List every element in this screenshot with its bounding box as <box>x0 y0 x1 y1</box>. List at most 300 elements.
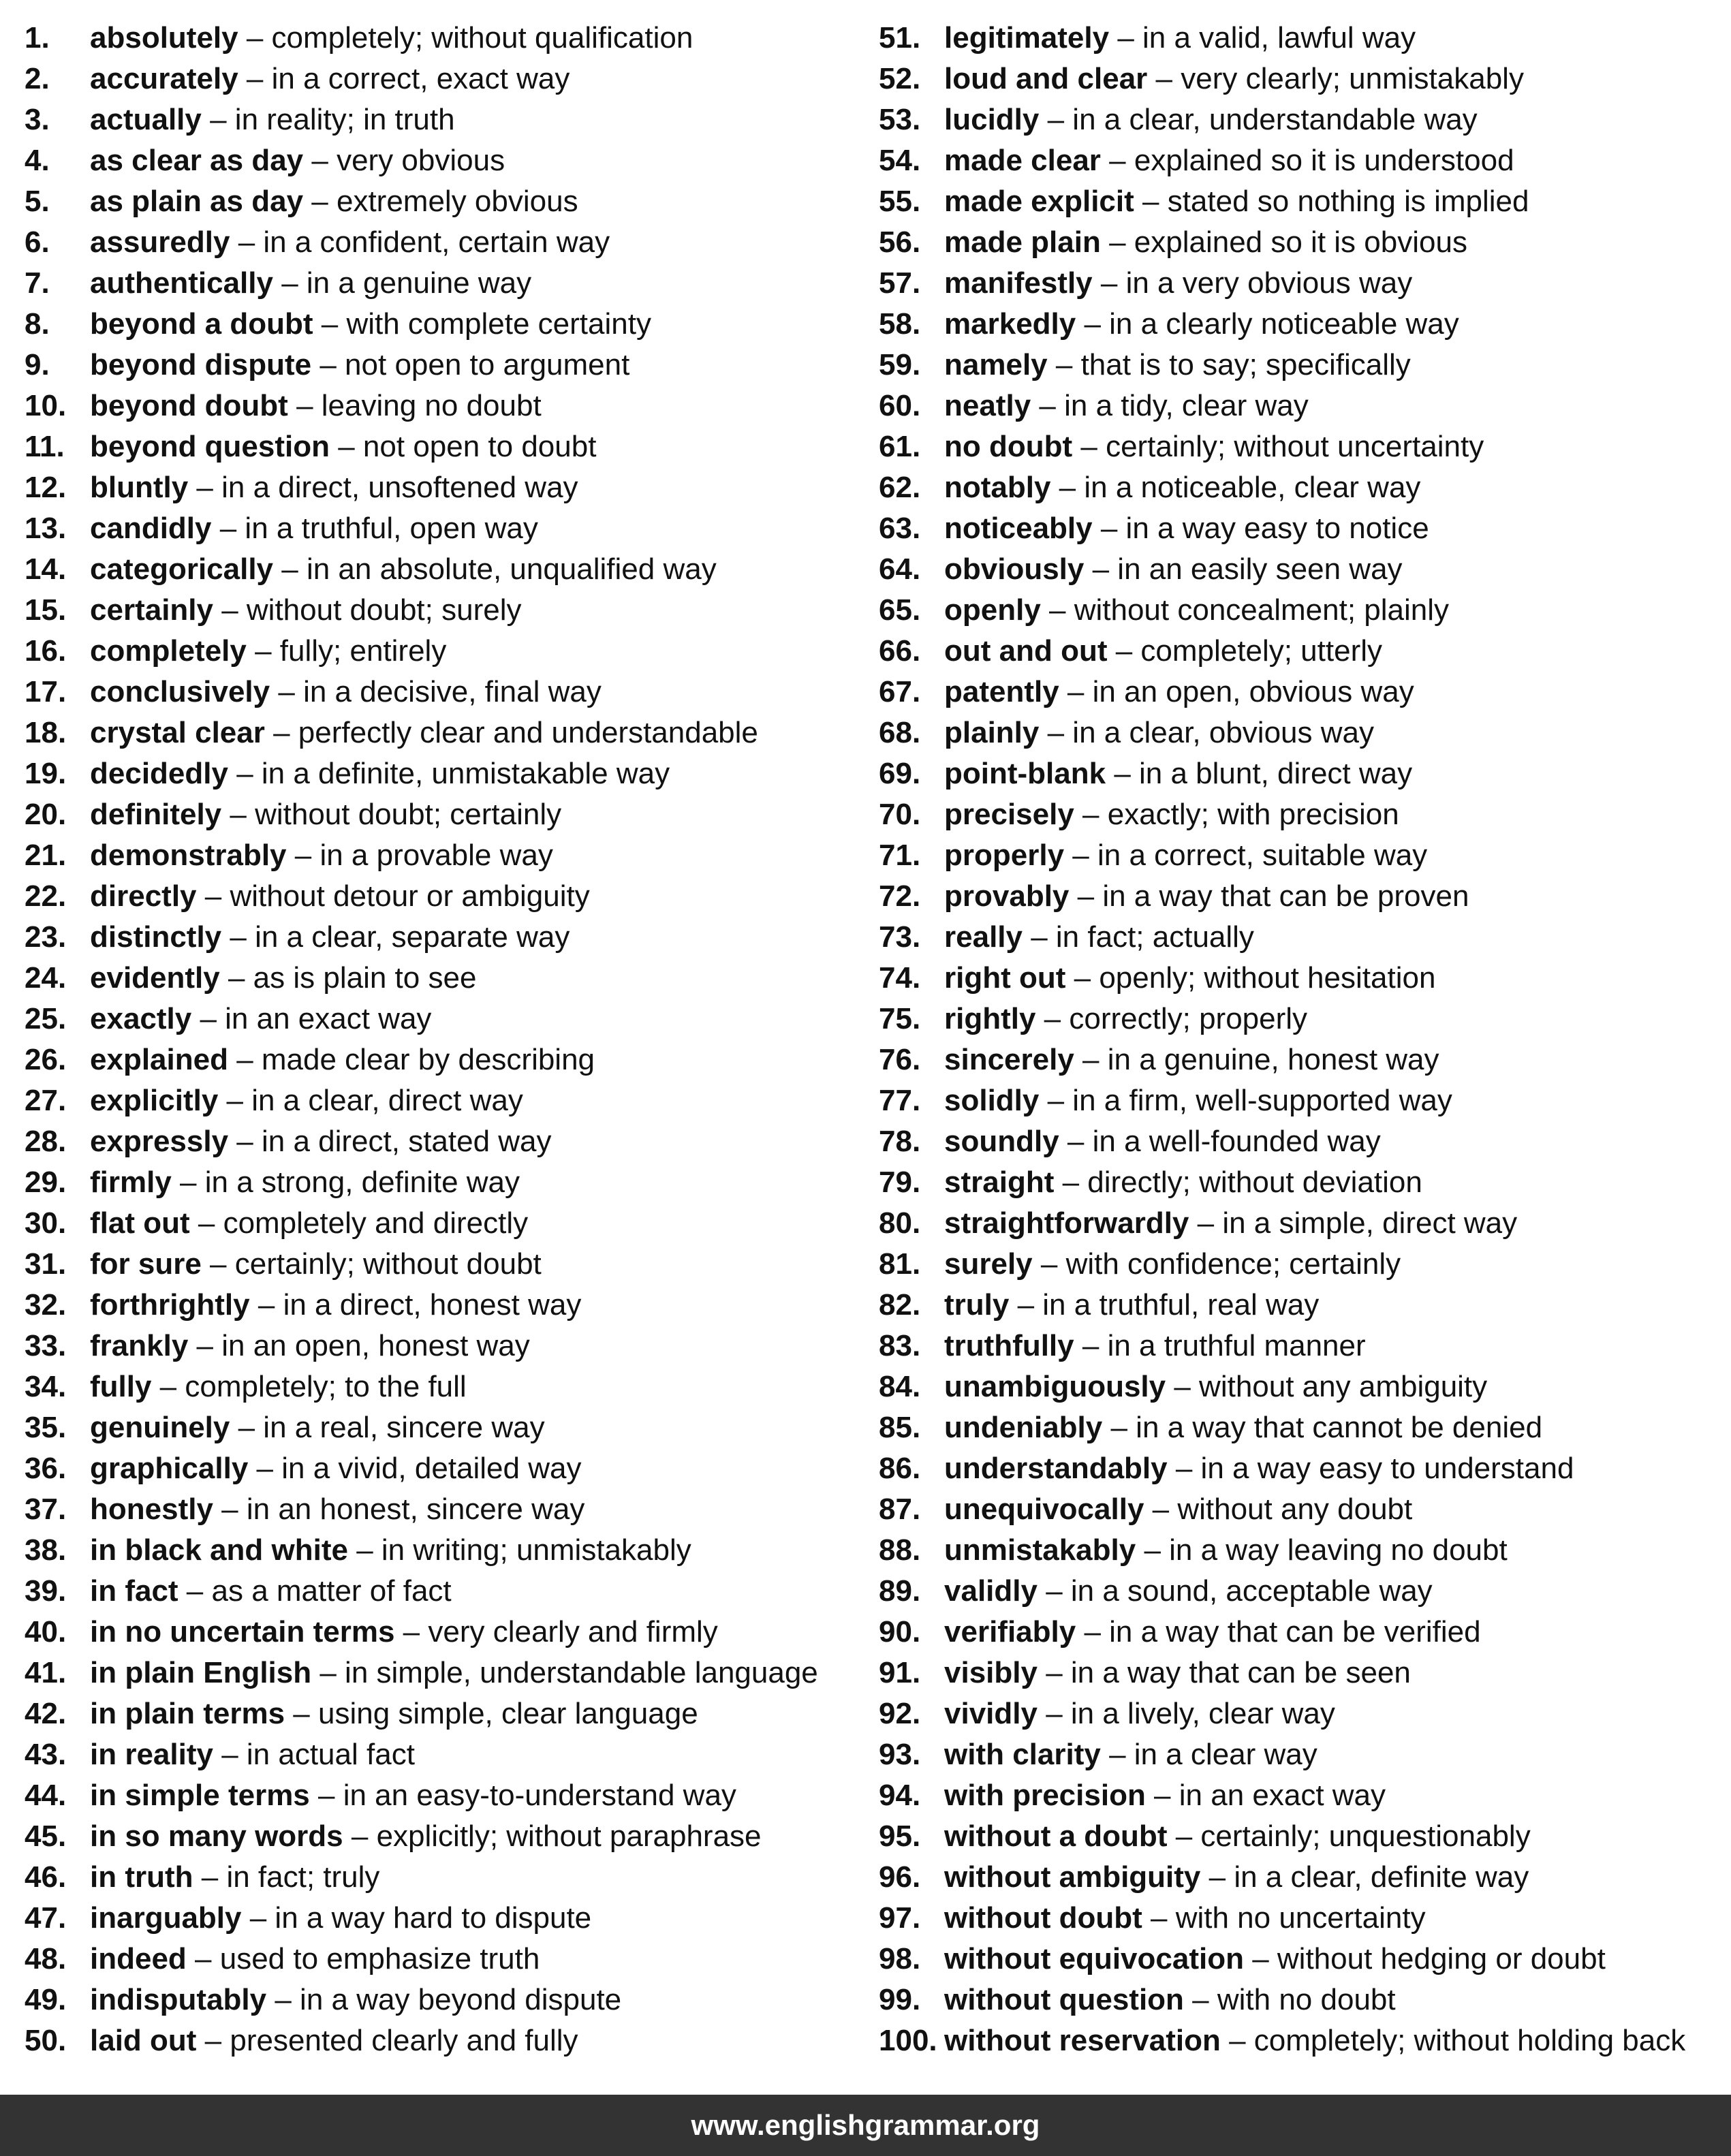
list-item <box>879 99 1730 140</box>
item-number: 69. <box>879 757 921 790</box>
list-item <box>879 1734 1730 1775</box>
item-definition: with confidence; certainly <box>1065 1247 1401 1281</box>
list-item <box>879 18 1730 59</box>
item-separator: – <box>1084 552 1118 586</box>
list-item <box>879 1653 1730 1693</box>
item-definition: not open to doubt <box>362 430 597 463</box>
item-separator: – <box>347 1533 381 1567</box>
footer-bar <box>0 2095 1731 2156</box>
item-number: 21. <box>25 839 67 872</box>
item-number: 34. <box>25 1370 67 1403</box>
item-number: 12. <box>25 471 67 504</box>
item-word: in plain English <box>90 1656 312 1689</box>
list-item <box>25 140 876 181</box>
list-item <box>25 222 876 263</box>
item-number: 51. <box>879 21 921 54</box>
list-item <box>879 1366 1730 1407</box>
item-number: 95. <box>879 1819 921 1853</box>
list-item <box>879 713 1730 753</box>
item-number: 59. <box>879 348 921 381</box>
item-separator: – <box>178 1574 212 1608</box>
item-separator: – <box>1147 62 1181 95</box>
item-word: candidly <box>90 512 212 545</box>
item-separator: – <box>1039 1084 1073 1117</box>
item-definition: in a well-founded way <box>1092 1125 1381 1158</box>
list-item <box>25 1080 876 1121</box>
list-item <box>25 794 876 835</box>
item-definition: in an open, obvious way <box>1092 675 1414 708</box>
list-item <box>25 876 876 917</box>
item-number: 14. <box>25 552 67 586</box>
item-definition: in an exact way <box>225 1002 432 1035</box>
item-separator: – <box>1040 593 1074 627</box>
item-word: without reservation <box>944 2024 1221 2057</box>
list-item <box>879 1040 1730 1080</box>
item-separator: – <box>1200 1860 1234 1894</box>
item-definition: completely; without qualification <box>271 21 693 54</box>
left-column <box>25 18 876 2061</box>
item-number: 30. <box>25 1206 67 1240</box>
list-item <box>25 1980 876 2020</box>
item-definition: explained so it is obvious <box>1134 225 1467 259</box>
item-definition: in a lively, clear way <box>1070 1697 1335 1730</box>
item-word: rightly <box>944 1002 1036 1035</box>
item-number: 66. <box>879 634 921 668</box>
list-item <box>25 181 876 222</box>
item-number: 87. <box>879 1493 921 1526</box>
item-definition: as is plain to see <box>253 961 477 995</box>
item-number: 31. <box>25 1247 67 1281</box>
item-number: 20. <box>25 798 67 831</box>
list-item <box>879 345 1730 386</box>
item-separator: – <box>1092 512 1126 545</box>
item-number: 83. <box>879 1329 921 1362</box>
item-word: distinctly <box>90 920 222 954</box>
item-number: 53. <box>879 103 921 136</box>
item-number: 16. <box>25 634 67 668</box>
item-word: decidedly <box>90 757 228 790</box>
item-word: obviously <box>944 552 1085 586</box>
item-word: properly <box>944 839 1065 872</box>
item-definition: in a clear, separate way <box>255 920 570 954</box>
item-definition: without hedging or doubt <box>1277 1942 1606 1975</box>
list-item <box>879 2020 1730 2061</box>
list-item <box>879 1448 1730 1489</box>
item-separator: – <box>1109 21 1143 54</box>
item-definition: using simple, clear language <box>318 1697 698 1730</box>
item-word: understandably <box>944 1452 1168 1485</box>
item-number: 40. <box>25 1615 67 1649</box>
item-separator: – <box>218 1084 252 1117</box>
item-separator: – <box>221 920 255 954</box>
item-separator: – <box>228 757 262 790</box>
item-number: 82. <box>879 1288 921 1322</box>
item-number: 55. <box>879 185 921 218</box>
item-definition: in a way easy to understand <box>1200 1452 1574 1485</box>
item-separator: – <box>1059 675 1093 708</box>
item-definition: very clearly and firmly <box>428 1615 718 1649</box>
item-number: 78. <box>879 1125 921 1158</box>
item-separator: – <box>188 471 222 504</box>
list-item <box>25 1530 876 1571</box>
item-word: completely <box>90 634 247 668</box>
item-word: noticeably <box>944 512 1093 545</box>
list-item <box>25 508 876 549</box>
item-definition: in an easily seen way <box>1117 552 1403 586</box>
item-word: lucidly <box>944 103 1040 136</box>
item-separator: – <box>287 389 322 422</box>
item-number: 67. <box>879 675 921 708</box>
item-word: authentically <box>90 266 273 300</box>
item-number: 96. <box>879 1860 921 1894</box>
item-separator: – <box>1069 879 1103 913</box>
item-word: explained <box>90 1043 228 1076</box>
item-separator: – <box>228 1043 262 1076</box>
list-item <box>879 222 1730 263</box>
item-number: 47. <box>25 1901 67 1935</box>
list-item <box>25 672 876 713</box>
item-word: laid out <box>90 2024 197 2057</box>
item-word: exactly <box>90 1002 192 1035</box>
item-definition: in a very obvious way <box>1125 266 1413 300</box>
item-definition: without any doubt <box>1177 1493 1413 1526</box>
list-item <box>879 1121 1730 1162</box>
item-number: 36. <box>25 1452 67 1485</box>
list-item <box>879 631 1730 672</box>
item-number: 79. <box>879 1166 921 1199</box>
item-definition: with no uncertainty <box>1175 1901 1426 1935</box>
item-definition: with complete certainty <box>346 307 651 341</box>
item-definition: certainly; without uncertainty <box>1106 430 1484 463</box>
item-number: 80. <box>879 1206 921 1240</box>
item-number: 7. <box>25 266 50 300</box>
item-separator: – <box>1189 1206 1223 1240</box>
item-word: with clarity <box>944 1738 1101 1771</box>
item-word: made plain <box>944 225 1101 259</box>
item-definition: in a provable way <box>319 839 553 872</box>
item-number: 6. <box>25 225 50 259</box>
item-number: 41. <box>25 1656 67 1689</box>
item-definition: in a direct, stated way <box>261 1125 552 1158</box>
item-separator: – <box>1145 1779 1179 1812</box>
item-separator: – <box>1166 1370 1200 1403</box>
item-definition: in a definite, unmistakable way <box>261 757 670 790</box>
item-definition: in a strong, definite way <box>204 1166 520 1199</box>
item-number: 90. <box>879 1615 921 1649</box>
item-separator: – <box>1076 307 1110 341</box>
item-separator: – <box>196 2024 230 2057</box>
item-word: in plain terms <box>90 1697 285 1730</box>
item-definition: exactly; with precision <box>1107 798 1399 831</box>
item-definition: made clear by describing <box>261 1043 595 1076</box>
list-item <box>25 426 876 467</box>
list-item <box>879 304 1730 345</box>
item-separator: – <box>1100 1738 1134 1771</box>
item-separator: – <box>1072 430 1106 463</box>
item-number: 81. <box>879 1247 921 1281</box>
list-item <box>879 1775 1730 1816</box>
item-separator: – <box>1092 266 1126 300</box>
item-definition: without detour or ambiguity <box>230 879 590 913</box>
item-number: 2. <box>25 62 50 95</box>
item-separator: – <box>1031 389 1065 422</box>
item-separator: – <box>1039 103 1073 136</box>
item-separator: – <box>189 1206 223 1240</box>
item-definition: in a way beyond dispute <box>300 1983 622 2016</box>
list-item <box>25 345 876 386</box>
list-item <box>25 753 876 794</box>
footer-url[interactable]: www.englishgrammar.org <box>691 2109 1040 2141</box>
item-word: notably <box>944 471 1051 504</box>
item-number: 99. <box>879 1983 921 2016</box>
item-definition: in a firm, well-supported way <box>1072 1084 1452 1117</box>
item-separator: – <box>1065 961 1100 995</box>
item-separator: – <box>1047 348 1081 381</box>
item-number: 58. <box>879 307 921 341</box>
item-definition: in a tidy, clear way <box>1064 389 1309 422</box>
item-word: as plain as day <box>90 185 304 218</box>
item-number: 27. <box>25 1084 67 1117</box>
list-item <box>879 549 1730 590</box>
item-number: 26. <box>25 1043 67 1076</box>
item-number: 29. <box>25 1166 67 1199</box>
item-separator: – <box>228 1125 262 1158</box>
item-number: 74. <box>879 961 921 995</box>
item-separator: – <box>1064 839 1097 872</box>
item-definition: in fact; actually <box>1055 920 1254 954</box>
item-separator: – <box>1107 634 1141 668</box>
item-definition: stated so nothing is implied <box>1167 185 1529 218</box>
list-item <box>879 181 1730 222</box>
item-separator: – <box>246 634 280 668</box>
item-number: 44. <box>25 1779 67 1812</box>
list-item <box>25 1612 876 1653</box>
item-number: 39. <box>25 1574 67 1608</box>
item-number: 22. <box>25 879 67 913</box>
item-word: solidly <box>944 1084 1040 1117</box>
item-number: 13. <box>25 512 67 545</box>
item-separator: – <box>1100 225 1134 259</box>
item-separator: – <box>211 512 245 545</box>
item-word: honestly <box>90 1493 213 1526</box>
item-word: unambiguously <box>944 1370 1166 1403</box>
list-item <box>25 835 876 876</box>
item-number: 4. <box>25 144 50 177</box>
item-number: 92. <box>879 1697 921 1730</box>
item-definition: in a noticeable, clear way <box>1084 471 1421 504</box>
item-word: out and out <box>944 634 1108 668</box>
item-definition: in an open, honest way <box>221 1329 530 1362</box>
item-definition: completely and directly <box>223 1206 529 1240</box>
list-item <box>25 467 876 508</box>
list-item <box>879 1530 1730 1571</box>
item-number: 76. <box>879 1043 921 1076</box>
item-separator: – <box>248 1452 282 1485</box>
item-definition: in a correct, exact way <box>271 62 570 95</box>
item-number: 23. <box>25 920 67 954</box>
item-definition: in a truthful manner <box>1107 1329 1366 1362</box>
item-separator: – <box>191 1002 225 1035</box>
item-word: undeniably <box>944 1411 1103 1444</box>
item-definition: in an absolute, unqualified way <box>306 552 717 586</box>
item-word: without a doubt <box>944 1819 1168 1853</box>
item-definition: perfectly clear and understandable <box>298 716 758 749</box>
item-separator: – <box>213 1738 247 1771</box>
list-item <box>879 1244 1730 1285</box>
item-word: visibly <box>944 1656 1038 1689</box>
list-item <box>879 1816 1730 1857</box>
item-definition: with no doubt <box>1217 1983 1396 2016</box>
item-definition: in a clear, obvious way <box>1072 716 1374 749</box>
item-separator: – <box>313 307 347 341</box>
item-word: loud and clear <box>944 62 1148 95</box>
list-item <box>25 386 876 426</box>
item-number: 98. <box>879 1942 921 1975</box>
item-word: precisely <box>944 798 1074 831</box>
item-number: 63. <box>879 512 921 545</box>
item-word: frankly <box>90 1329 189 1362</box>
item-number: 70. <box>879 798 921 831</box>
item-number: 57. <box>879 266 921 300</box>
item-number: 86. <box>879 1452 921 1485</box>
item-definition: in fact; truly <box>226 1860 380 1894</box>
item-definition: in reality; in truth <box>234 103 455 136</box>
list-item <box>25 958 876 999</box>
item-word: accurately <box>90 62 238 95</box>
item-definition: in an exact way <box>1179 1779 1386 1812</box>
item-definition: used to emphasize truth <box>219 1942 540 1975</box>
item-number: 71. <box>879 839 921 872</box>
item-definition: in a clear, definite way <box>1234 1860 1529 1894</box>
item-definition: in simple, understandable language <box>345 1656 818 1689</box>
right-column <box>879 18 1730 2061</box>
list-item <box>879 386 1730 426</box>
item-separator: – <box>270 675 304 708</box>
list-item <box>879 1080 1730 1121</box>
list-item <box>25 1407 876 1448</box>
item-word: categorically <box>90 552 274 586</box>
list-item <box>879 1571 1730 1612</box>
item-definition: in a way that can be verified <box>1109 1615 1481 1649</box>
item-definition: very clearly; unmistakably <box>1181 62 1524 95</box>
item-word: no doubt <box>944 430 1073 463</box>
list-item <box>25 18 876 59</box>
item-definition: in a truthful, real way <box>1042 1288 1320 1322</box>
item-word: neatly <box>944 389 1031 422</box>
item-separator: – <box>1076 1615 1110 1649</box>
list-item <box>25 1244 876 1285</box>
item-definition: in a valid, lawful way <box>1142 21 1416 54</box>
item-word: patently <box>944 675 1059 708</box>
item-definition: in a direct, honest way <box>283 1288 582 1322</box>
item-definition: in a way hard to dispute <box>275 1901 592 1935</box>
item-separator: – <box>273 552 307 586</box>
item-definition: in a decisive, final way <box>303 675 602 708</box>
item-definition: in a correct, suitable way <box>1097 839 1428 872</box>
item-word: beyond a doubt <box>90 307 313 341</box>
item-word: as clear as day <box>90 144 304 177</box>
item-word: in simple terms <box>90 1779 310 1812</box>
list-item <box>25 1816 876 1857</box>
list-item <box>25 1285 876 1326</box>
item-separator: – <box>1037 1574 1071 1608</box>
list-item <box>879 1162 1730 1203</box>
item-number: 48. <box>25 1942 67 1975</box>
item-definition: in a way that can be proven <box>1102 879 1469 913</box>
list-item <box>879 753 1730 794</box>
item-definition: completely; utterly <box>1140 634 1382 668</box>
list-item <box>25 631 876 672</box>
item-definition: in a clear, understandable way <box>1072 103 1478 136</box>
item-word: in black and white <box>90 1533 348 1567</box>
item-separator: – <box>1054 1166 1088 1199</box>
list-item <box>25 713 876 753</box>
item-number: 3. <box>25 103 50 136</box>
item-definition: without doubt; certainly <box>255 798 562 831</box>
list-item <box>879 835 1730 876</box>
item-word: inarguably <box>90 1901 242 1935</box>
item-number: 52. <box>879 62 921 95</box>
item-definition: in a vivid, detailed way <box>281 1452 582 1485</box>
item-separator: – <box>193 1860 227 1894</box>
item-definition: in a real, sincere way <box>263 1411 545 1444</box>
list-item <box>25 1366 876 1407</box>
item-separator: – <box>1039 716 1073 749</box>
list-item <box>25 1571 876 1612</box>
item-definition: in an honest, sincere way <box>246 1493 585 1526</box>
item-word: fully <box>90 1370 152 1403</box>
list-item <box>879 1203 1730 1244</box>
item-separator: – <box>264 716 298 749</box>
item-word: beyond dispute <box>90 348 312 381</box>
item-separator: – <box>266 1983 300 2016</box>
list-item <box>879 958 1730 999</box>
item-definition: in actual fact <box>246 1738 415 1771</box>
item-number: 89. <box>879 1574 921 1608</box>
item-number: 49. <box>25 1983 67 2016</box>
item-number: 38. <box>25 1533 67 1567</box>
item-number: 100. <box>879 2024 937 2057</box>
item-number: 11. <box>25 430 65 463</box>
item-word: conclusively <box>90 675 270 708</box>
list-item <box>25 1898 876 1939</box>
item-definition: explicitly; without paraphrase <box>376 1819 762 1853</box>
item-definition: in a way easy to notice <box>1125 512 1429 545</box>
item-word: without equivocation <box>944 1942 1244 1975</box>
list-item <box>25 590 876 631</box>
item-number: 85. <box>879 1411 921 1444</box>
item-word: in no uncertain terms <box>90 1615 395 1649</box>
item-separator: – <box>230 225 264 259</box>
item-number: 61. <box>879 430 921 463</box>
item-separator: – <box>219 961 253 995</box>
item-separator: – <box>221 798 255 831</box>
list-item <box>879 263 1730 304</box>
item-number: 84. <box>879 1370 921 1403</box>
item-word: straight <box>944 1166 1055 1199</box>
list-item <box>879 1612 1730 1653</box>
item-number: 46. <box>25 1860 67 1894</box>
item-number: 17. <box>25 675 67 708</box>
item-word: really <box>944 920 1023 954</box>
item-separator: – <box>1167 1452 1201 1485</box>
item-separator: – <box>201 1247 235 1281</box>
item-word: openly <box>944 593 1041 627</box>
list-item <box>879 999 1730 1040</box>
list-item <box>25 2020 876 2061</box>
item-definition: without doubt; surely <box>246 593 522 627</box>
item-definition: directly; without deviation <box>1087 1166 1422 1199</box>
